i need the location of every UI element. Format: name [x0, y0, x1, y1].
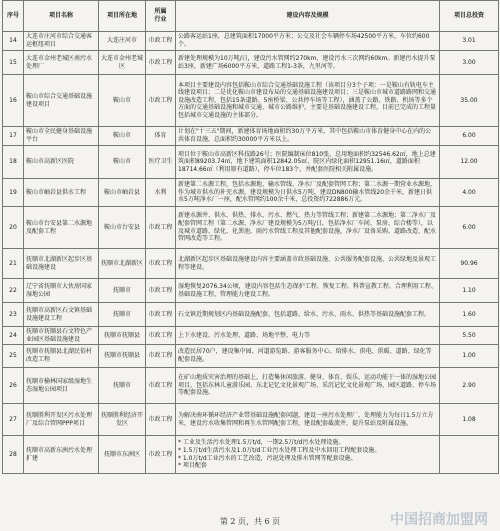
project-content: 计划在"十三五"期间，新建体育场地面积约30万平方米，其中包括鞍山市体育健身中心在内的公共体育设施，总面积约30000平方米以上。 [176, 127, 440, 146]
table-row [3, 146, 499, 179]
project-content: 本项目主要建设内容包括鞍山市综合交通基础设施工程（该项目分3个子项：一是鞍山有轨电车主线建设项目；二是优化鞍山市建设布局的交通基础设施建设项目；三是鞍山市城市道路路网和交通设施改造工程，包括15条道路、5座桥梁、公共停车场等工程），涵盖了公路、铁路、机场等多个方面的交通基础设施和城市交通、城市公路维护，主要是基础设施建设工程，目前已完成的工程量包括城市交通设施的主体部分。 [176, 75, 440, 127]
project-name: 抚顺市榆林国家级湿地生态湿地公园项目 [24, 368, 99, 404]
project-location: 抚顺市 [99, 368, 146, 404]
row-number: 23 [3, 303, 24, 327]
project-investment: 3.01 [440, 32, 499, 51]
row-number: 16 [3, 75, 24, 127]
table-row [3, 207, 499, 249]
project-content: * 工业及生活污水处理1.5万t/d，一期2.5万t/d污水处理设施。 * 1.5万t/d生活污水及1.0万t/d工业污水处理工程及中水回用工程配套设施。 * 1.0万t/d工业污水的工艺改造，污泥处理及排水管网等配套设施。 * 项目配套 [176, 436, 440, 474]
project-content: 改造民居70户，建设集中园、河道游览路、游客服务中心、给排水、供电、供暖、道路、绿化等配套设施。 [176, 345, 440, 368]
table-row [3, 279, 499, 303]
table-row [3, 51, 499, 75]
table-row [3, 345, 499, 368]
project-content: 新建水源井、供水、供热、排水、污水、燃气、热力等管线工程；新建第二水源地；第二净水厂及配套管网工程（第二水源、净水厂建设规模为5万吨/日，包括净水厂车间、泵房、综合楼等），以及城市道路、绿化、化粪池、雨污水管线工程及其他配套设施，净水厂设备采购、道路改造、配水管网改造等工程。 [176, 207, 440, 249]
project-location: 鞍山市 [99, 75, 146, 127]
project-industry: 市政工程 [146, 404, 176, 436]
project-investment: 5.50 [440, 327, 499, 345]
project-investment: 1.10 [440, 279, 499, 303]
table-row [3, 436, 499, 474]
table-row [3, 75, 499, 127]
project-industry: 市政工程 [146, 303, 176, 327]
project-name: 抚顺市抚顺县石文特色产业园区基础设施建设 [24, 327, 99, 345]
project-name: 抚顺市北湖新区起步区基础设施建设 [24, 249, 99, 279]
project-location: 抚顺市抚顺县 [99, 345, 146, 368]
project-industry: 市政工程 [146, 345, 176, 368]
row-number: 19 [3, 179, 24, 207]
page-footer: 第 2 页，共 6 页 [219, 517, 281, 526]
project-location: 抚顺胜利经济开发区 [99, 404, 146, 436]
project-industry: 市政工程 [146, 436, 176, 474]
project-location: 大连市金州老城区 [99, 51, 146, 75]
project-industry: 市政工程 [146, 75, 176, 127]
row-number: 14 [3, 32, 24, 51]
table-row [3, 127, 499, 146]
project-investment: 3.00 [440, 51, 499, 75]
project-location: 抚顺市 [99, 279, 146, 303]
row-number: 28 [3, 436, 24, 474]
row-number: 21 [3, 249, 24, 279]
table-row [3, 303, 499, 327]
header-no: 序号 [3, 1, 24, 32]
table-row [3, 368, 499, 404]
project-content: 项目位于鞍山市高新区科技路26号；医院编制床位810张，总用地面积约32546.62㎡，地上总建筑面积89203.74㎡，地下建筑面积12842.05㎡，院区内绿化面积12951.16㎡，道路面积18714.66㎡（利用原有道路），停车位183个，并配套医院相关附属设施。 [176, 146, 440, 179]
project-investment: 6.00 [440, 127, 499, 146]
project-content: 在矿山地质灾害治理的基础上，打造集休闲旅游、健身、体育、娱乐、运动功能于一体的湿地公园项目，包括东林儿童游乐园、东北记忆文化景观广场、采沉记忆文化景观广场、园区道路、停车场等配套设施。 [176, 368, 440, 404]
project-investment: 6.00 [440, 207, 499, 249]
project-name: 鞍山市综合交通基础设施建设项目 [24, 75, 99, 127]
project-industry: 市政工程 [146, 368, 176, 404]
row-number: 24 [3, 327, 24, 345]
project-industry: 市政工程 [146, 32, 176, 51]
project-content: 石文镇近期规划区内基础设施配套，包括道路、给水、污水、雨水、供热等基础设施配套工程。 [176, 303, 440, 327]
table-body [3, 32, 499, 474]
project-name: 鞍山市岫岩县供水工程 [24, 179, 99, 207]
project-investment: 12.00 [440, 146, 499, 179]
row-number: 20 [3, 207, 24, 249]
project-investment: 1.00 [440, 345, 499, 368]
project-content: 为解决南环循环经济产业带基础设施配套问题，建设一座污水处理厂，处理能力为每日1.5万立方米，建设污水收集管网和再生水管网配套工程，建设配套截流井，提升泵站及附属设施。 [176, 404, 440, 436]
watermark: 中国招商加盟网 [390, 512, 488, 528]
project-location: 抚顺市抚顺县 [99, 327, 146, 345]
project-investment: 2.90 [440, 368, 499, 404]
row-number: 18 [3, 146, 24, 179]
project-industry: 市政工程 [146, 249, 176, 279]
project-investment: 1.08 [440, 404, 499, 436]
table-row [3, 404, 499, 436]
row-number: 22 [3, 279, 24, 303]
project-name: 抚顺市高新区石文镇基础设施建设工程 [24, 303, 99, 327]
project-location: 抚顺市 [99, 303, 146, 327]
project-location: 鞍山市 [99, 127, 146, 146]
table-row [3, 327, 499, 345]
project-content: 公路客运站1座，总建筑面积17000平方米；公交及社会车辆停车场42500平方米，车位约600个。 [176, 32, 440, 51]
project-industry: 医疗卫生 [146, 146, 176, 179]
row-number: 27 [3, 404, 24, 436]
project-name: 抚顺胜利开发区污水处理厂及综合管网PPP项目 [24, 404, 99, 436]
header-industry: 所属 行业 [146, 1, 176, 32]
project-name: 辽宁省抚顺市大伙房国家湿地公园 [24, 279, 99, 303]
project-location: 抚顺市东洲区 [99, 436, 146, 474]
project-name: 大连市庄河市综合交通客运枢纽项目 [24, 32, 99, 51]
project-location: 鞍山市 [99, 146, 146, 179]
project-investment: 1.60 [440, 303, 499, 327]
project-name: 鞍山市台安县第二水源地及配套工程 [24, 207, 99, 249]
project-content: 新建第二水源工程，包括水源地、输水管线、净水厂及配套管网工程；第二水源一期营业水源地，作为城市供水的补充水源，建设规模为日供水5万吨，建设DN800输水管线20余千米，新建日供水5万吨净水厂一座，配水管网约100余千米，总投资约722886万元。 [176, 179, 440, 207]
project-investment: 4.00 [440, 179, 499, 207]
header-location: 项目所在地 [99, 1, 146, 32]
project-industry: 水利 [146, 179, 176, 207]
row-number: 25 [3, 345, 24, 368]
project-industry: 市政工程 [146, 207, 176, 249]
project-industry: 体育 [146, 127, 176, 146]
project-location: 大连庄河市 [99, 32, 146, 51]
table-row [3, 32, 499, 51]
project-location: 鞍山市台安县 [99, 207, 146, 249]
project-location: 鞍山市岫岩县 [99, 179, 146, 207]
project-name: 鞍山市全民健身基础设施平台 [24, 127, 99, 146]
project-table [2, 0, 499, 474]
header-investment: 项目总投资 [440, 1, 499, 32]
project-content: 新建处理规模为10万吨/日，建设污水管网约270km，建设污水三次网约60km。新建污水提升泵站3座，新建广场6000平方米，道路工程1-3条，九里河等。 [176, 51, 440, 75]
project-content: 上下水建设、污水处理、道路、场地平整、电力等 [176, 327, 440, 345]
header-content: 建设内容及规模 [176, 1, 440, 32]
project-investment: 35.00 [440, 75, 499, 127]
table-row [3, 249, 499, 279]
project-industry: 市政工程 [146, 279, 176, 303]
table-header-row [3, 1, 499, 32]
header-name: 项目名称 [24, 1, 99, 32]
project-name: 抚顺市抚顺县北湖民俗村改造工程 [24, 345, 99, 368]
project-name: 大连市金州老城区南污水处理厂 [24, 51, 99, 75]
table-row [3, 179, 499, 207]
project-name: 抚顺市高新东洲污水处理扩建 [24, 436, 99, 474]
project-industry: 市政工程 [146, 327, 176, 345]
project-investment: 90.96 [440, 249, 499, 279]
project-content: 北湖新区起步区基础设施建设内容主要涵盖市政基础设施、公共服务配套设施、公共绿地及景观工程等建设。 [176, 249, 440, 279]
project-industry: 市政工程 [146, 51, 176, 75]
project-name: 鞍山市高新区医院 [24, 146, 99, 179]
row-number: 15 [3, 51, 24, 75]
project-investment [440, 436, 499, 474]
row-number: 17 [3, 127, 24, 146]
project-location: 抚顺市北湖新区 [99, 249, 146, 279]
row-number: 26 [3, 368, 24, 404]
project-content: 湿地恢复2076.34公顷，建设内容包括生态保护工程、恢复工程、科普宣教工程、合理利用工程、基础设施工程、管理能力建设工程。 [176, 279, 440, 303]
